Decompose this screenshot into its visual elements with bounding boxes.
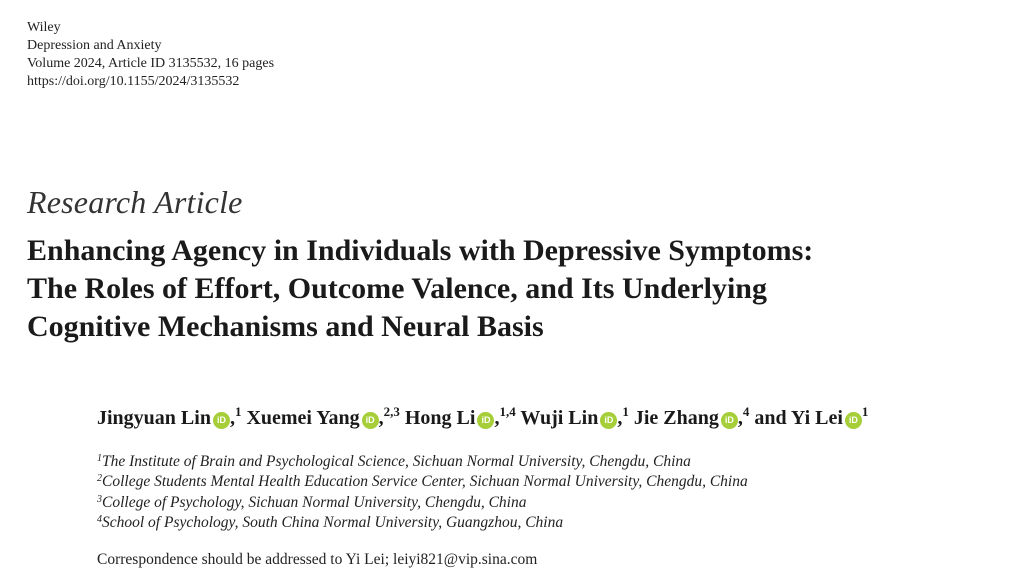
orcid-icon[interactable]: iD (213, 412, 230, 429)
orcid-icon[interactable]: iD (477, 412, 494, 429)
author-name: Jie Zhang (633, 407, 719, 429)
title-line-1: Enhancing Agency in Individuals with Depressive Symptoms: (27, 234, 814, 267)
author-affiliation-number: 1 (861, 404, 869, 419)
author-3: Hong Li iD ,$^{1,4}$ (404, 404, 516, 429)
author-affiliation-number: 1,4 (499, 404, 516, 419)
affiliation-text: The Institute of Brain and Psychological Science, Sichuan Normal University, Chengdu, China (102, 453, 691, 470)
author-4: Wuji Lin iD ,$^1$ (520, 404, 629, 429)
affiliation-number: 3 (97, 493, 102, 505)
author-affiliation-number: 2,3 (383, 404, 400, 419)
author-6 (754, 404, 869, 429)
author-name: Wuji Lin (520, 407, 599, 429)
publisher-name: Wiley (27, 20, 61, 35)
orcid-icon[interactable]: iD (845, 412, 862, 429)
affiliation-number: 1 (97, 453, 102, 464)
affiliation-text: School of Psychology, South China Normal University, Guangzhou, China (102, 513, 564, 531)
author-affiliation-number: 1 (234, 404, 242, 419)
author-name: Hong Li (404, 407, 476, 429)
author-name: Jingyuan Lin (97, 407, 211, 429)
author-conjunction: and (754, 407, 791, 429)
journal-info (27, 19, 274, 91)
author-1: Jingyuan Lin iD ,$^1$ (97, 404, 242, 429)
author-name: Yi Lei (790, 407, 843, 429)
affiliation-text: College of Psychology, Sichuan Normal University, Chengdu, China (102, 493, 527, 511)
author-5: Jie Zhang iD ,$^4$ (633, 404, 750, 429)
correspondence-note: Correspondence should be addressed to Yi Lei; leiyi821@vip.sina.com (97, 551, 538, 568)
volume-info: Volume 2024, Article ID 3135532, 16 pages (27, 56, 275, 71)
affiliation-item (97, 472, 748, 492)
author-affiliation-number: 1 (622, 404, 629, 419)
affiliation-item (97, 452, 748, 472)
affiliation-number: 2 (97, 473, 102, 485)
title-line-2: The Roles of Effort, Outcome Valence, and Its Underlying (27, 272, 767, 305)
journal-name: Depression and Anxiety (27, 38, 162, 53)
title-line-3: Cognitive Mechanisms and Neural Basis (27, 310, 544, 343)
article-type: Research Article (27, 184, 243, 220)
orcid-icon[interactable]: iD (721, 412, 738, 429)
affiliation-list (97, 452, 748, 533)
author-affiliation-number: 4 (742, 404, 750, 419)
affiliation-item (97, 513, 748, 533)
orcid-icon[interactable]: iD (600, 412, 617, 429)
affiliation-text: College Students Mental Health Education Service Center, Sichuan Normal University, Chengdu, China (102, 473, 748, 491)
author-name: Xuemei Yang (246, 407, 360, 429)
affiliation-number: 4 (97, 513, 102, 525)
doi-link[interactable]: https://doi.org/10.1155/2024/3135532 (27, 74, 240, 89)
author-2: Xuemei Yang iD ,$^{2,3}$ (246, 404, 400, 429)
author-list (97, 404, 869, 430)
affiliation-item (97, 493, 748, 513)
article-title (27, 232, 987, 346)
orcid-icon[interactable]: iD (362, 412, 379, 429)
